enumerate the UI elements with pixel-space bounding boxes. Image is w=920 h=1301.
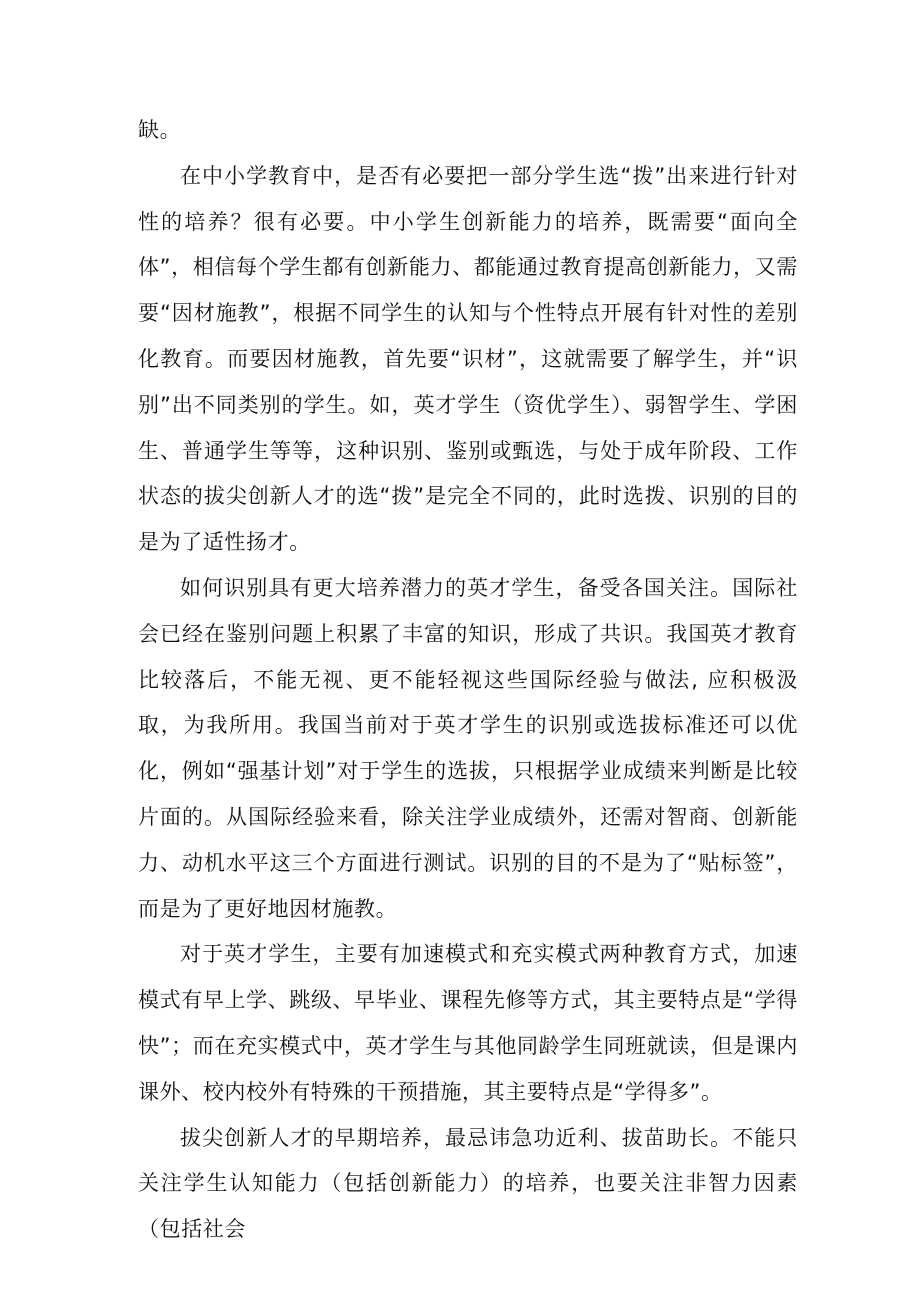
paragraph-continuation: 缺。 — [138, 118, 182, 142]
paragraph-early-cultivation: 拔尖创新人才的早期培养，最忌讳急功近利、拔苗助长。不能只关注学生认知能力（包括创新能力）的培养，也要关注非智力因素（包括社会 — [138, 1125, 798, 1242]
document-body — [138, 108, 798, 1253]
paragraph-education-models: 对于英才学生，主要有加速模式和充实模式两种教育方式，加速模式有早上学、跳级、早毕业、课程先修等方式，其主要特点是“学得快”；而在充实模式中，英才学生与其他同龄学生同班就读，但是课内课外、校内校外有特殊的干预措施，其主要特点是“学得多”。 — [138, 942, 798, 1104]
paragraph-identification: 如何识别具有更大培养潜力的英才学生，备受各国关注。国际社会已经在鉴别问题上积累了丰富的知识，形成了共识。我国英才教育比较落后，不能无视、更不能轻视这些国际经验与做法, 应积极汲取，为我所用。我国当前对于英才学生的识别或选拔标准还可以优化，例如“强基计划”对于学生的选拔，只根据学业成绩来判断是比较片面的。从国际经验来看，除关注学业成绩外，还需对智商、创新能力、动机水平这三个方面进行测试。识别的目的不是为了“贴标签”，而是为了更好地因材施教。 — [138, 575, 798, 921]
paragraph-talent-selection: 在中小学教育中，是否有必要把一部分学生选“拨”出来进行针对性的培养？很有必要。中小学生创新能力的培养，既需要“面向全体”，相信每个学生都有创新能力、都能通过教育提高创新能力，又需要“因材施教”，根据不同学生的认知与个性特点开展有针对性的差别化教育。而要因材施教，首先要“识材”，这就需要了解学生，并“识别”出不同类别的学生。如，英才学生（资优学生）、弱智学生、学困生、普通学生等等，这种识别、鉴别或甄选，与处于成年阶段、工作状态的拔尖创新人才的选“拨”是完全不同的，此时选拨、识别的目的是为了适性扬才。 — [138, 163, 798, 555]
